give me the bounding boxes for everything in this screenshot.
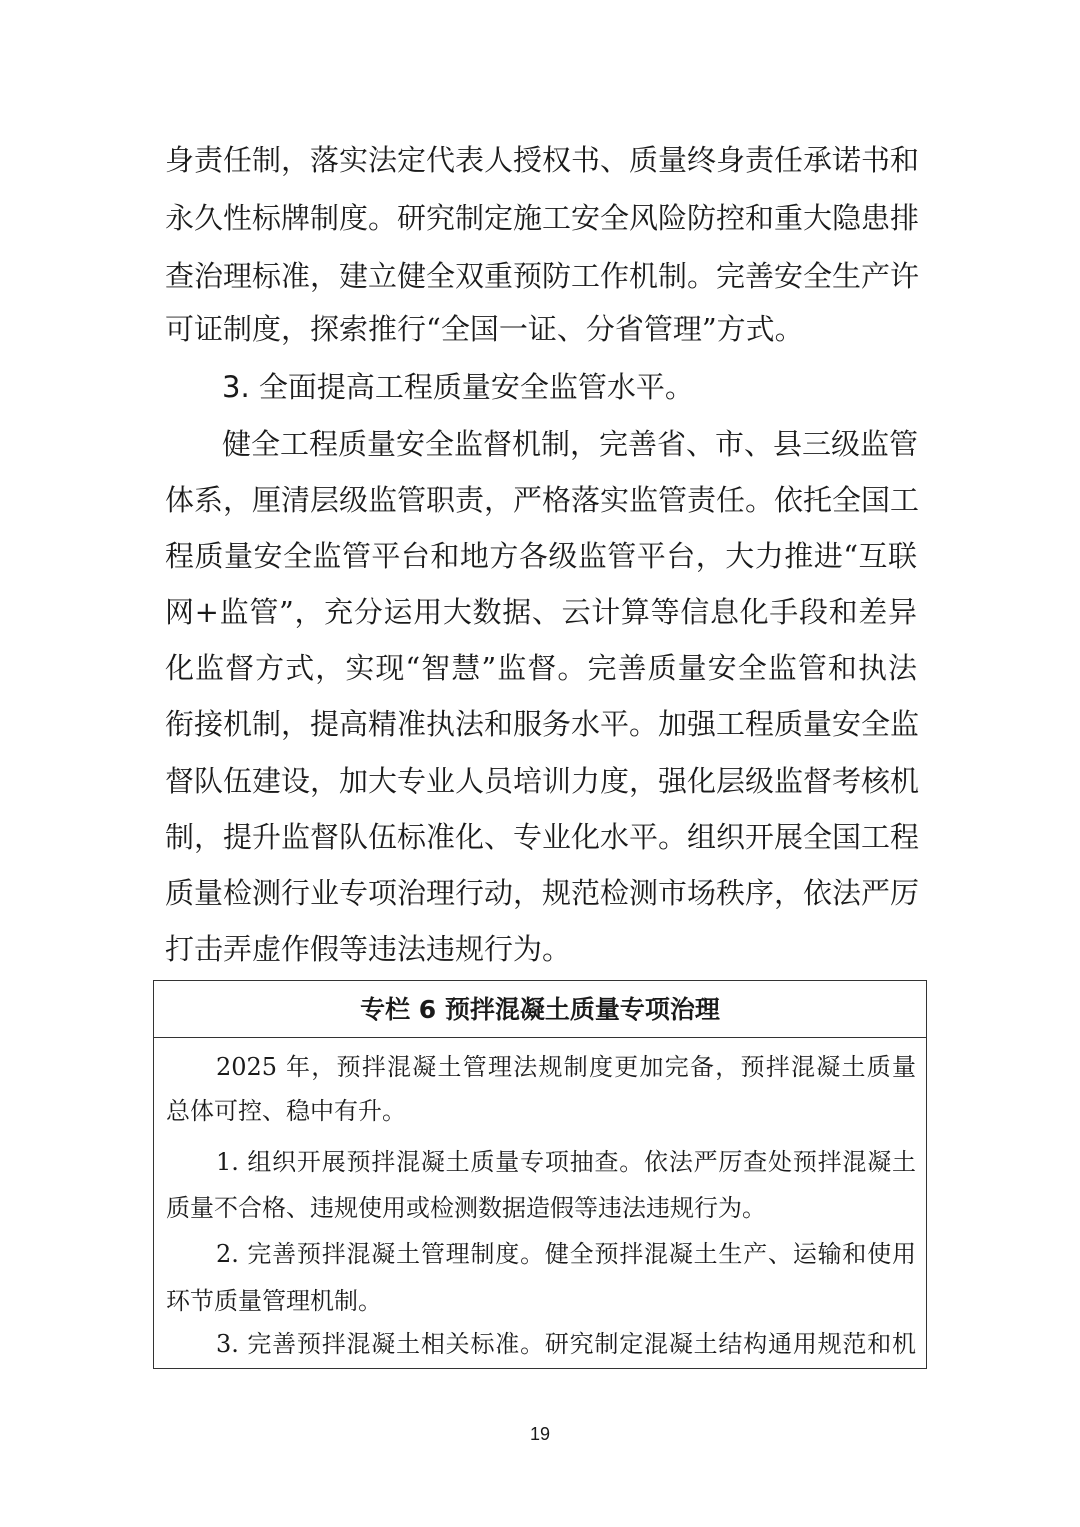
paragraph-line: 体系，厘清层级监管职责，严格落实监管责任。依托全国工 [165, 483, 920, 517]
paragraph-line: 身责任制，落实法定代表人授权书、质量终身责任承诺书和 [165, 143, 920, 177]
column-box-line: 2025 年，预拌混凝土管理法规制度更加完备，预拌混凝土质量 [216, 1053, 916, 1081]
page-number: 19 [529, 1424, 551, 1444]
paragraph-line: 制，提升监督队伍标准化、专业化水平。组织开展全国工程 [165, 820, 920, 854]
section-heading: 3. 全面提高工程质量安全监管水平。 [222, 370, 694, 404]
column-box-line: 1. 组织开展预拌混凝土质量专项抽查。依法严厉查处预拌混凝土 [216, 1148, 916, 1176]
paragraph-line: 质量检测行业专项治理行动，规范检测市场秩序，依法严厉 [165, 876, 920, 910]
paragraph-line: 督队伍建设，加大专业人员培训力度，强化层级监督考核机 [165, 764, 920, 798]
column-box-line: 2. 完善预拌混凝土管理制度。健全预拌混凝土生产、运输和使用 [216, 1240, 916, 1268]
column-box-line: 3. 完善预拌混凝土相关标准。研究制定混凝土结构通用规范和机 [216, 1330, 916, 1358]
paragraph-line: 程质量安全监管平台和地方各级监管平台，大力推进“互联 [165, 539, 917, 573]
paragraph-line: 化监督方式，实现“智慧”监督。完善质量安全监管和执法 [165, 651, 917, 685]
column-box-title: 专栏 6 预拌混凝土质量专项治理 [154, 981, 926, 1038]
paragraph-line: 查治理标准，建立健全双重预防工作机制。完善安全生产许 [165, 259, 920, 293]
column-box-line: 环节质量管理机制。 [166, 1287, 382, 1315]
paragraph-line: 可证制度，探索推行“全国一证、分省管理”方式。 [165, 312, 804, 346]
paragraph-line: 衔接机制，提高精准执法和服务水平。加强工程质量安全监 [165, 707, 920, 741]
paragraph-line: 永久性标牌制度。研究制定施工安全风险防控和重大隐患排 [165, 201, 920, 235]
column-box-line: 总体可控、稳中有升。 [166, 1097, 406, 1125]
paragraph-line: 健全工程质量安全监督机制，完善省、市、县三级监管 [222, 427, 919, 461]
paragraph-line: 网+监管”，充分运用大数据、云计算等信息化手段和差异 [165, 595, 917, 629]
column-box-line: 质量不合格、违规使用或检测数据造假等违法违规行为。 [166, 1194, 766, 1222]
column-box [153, 980, 927, 1369]
paragraph-line: 打击弄虚作假等违法违规行为。 [165, 932, 572, 966]
